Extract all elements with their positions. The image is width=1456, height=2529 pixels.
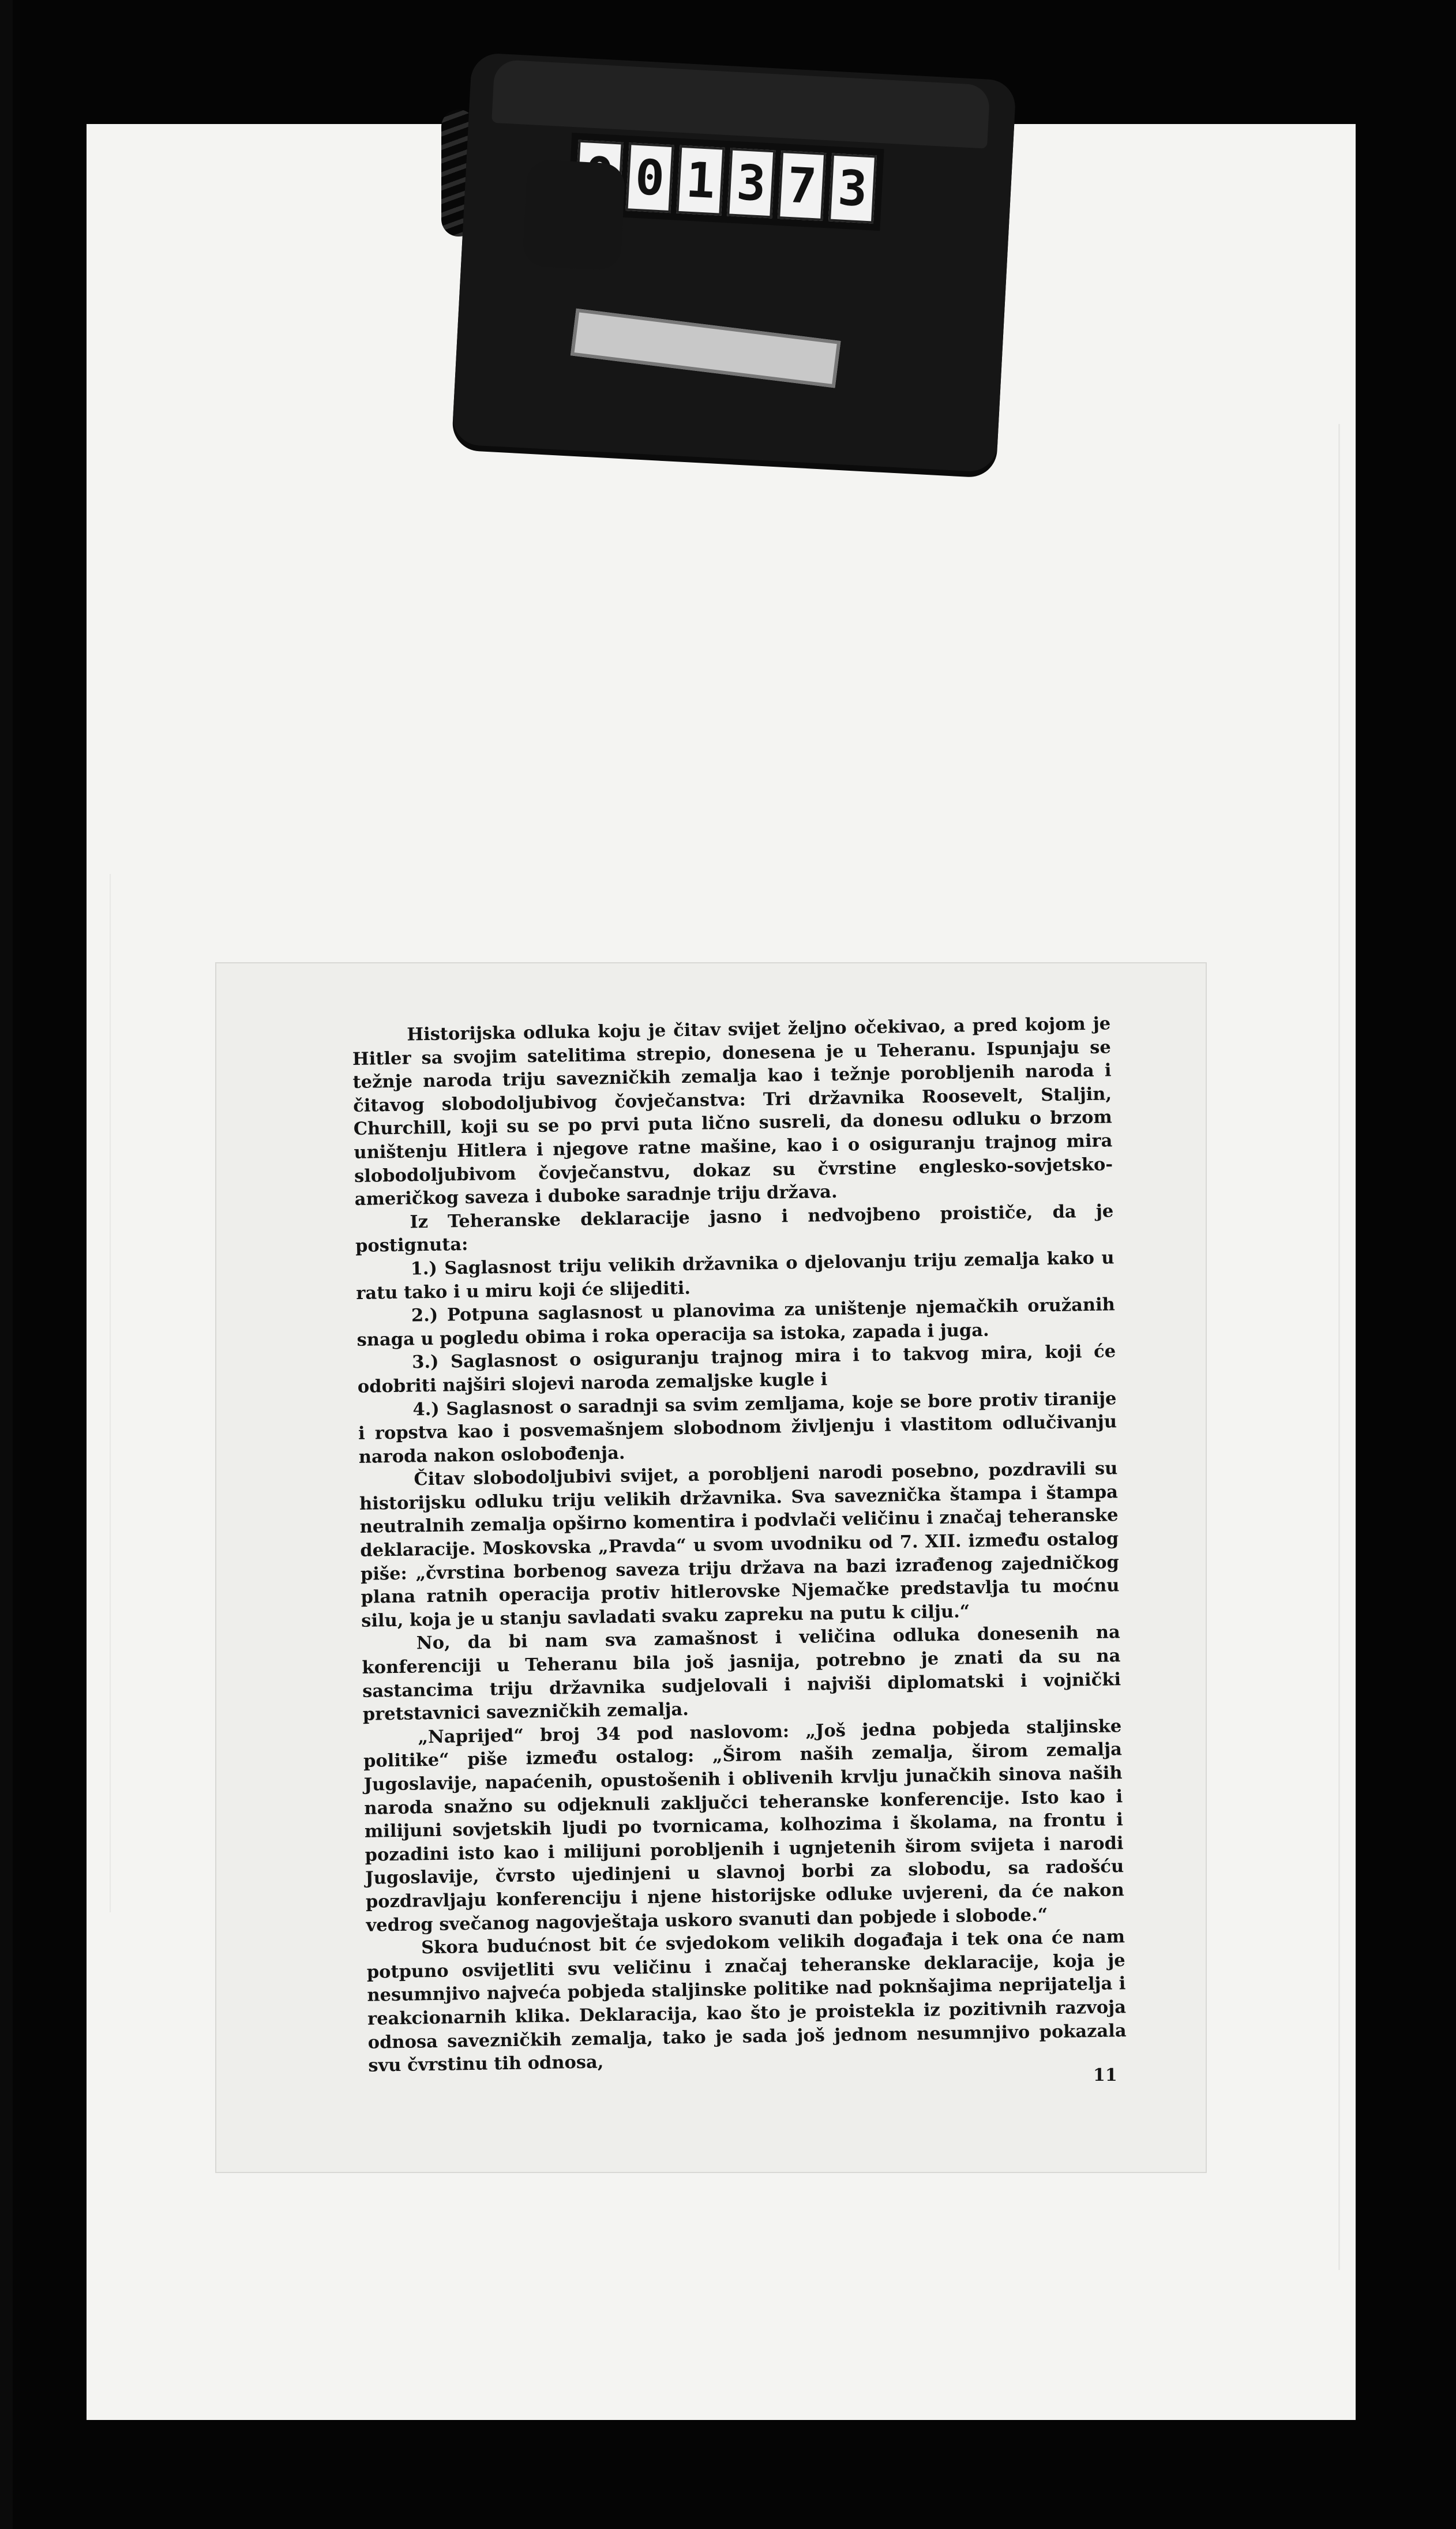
- printed-page: [216, 963, 1206, 2172]
- paragraph: „Naprijed“ broj 34 pod naslovom: „Još jedna pobjeda staljinske politike“ piše između ostalog: „Širom naših zemalja, širom zemalja Jugoslavije, napaćenih, opustošenih i oblivenih krvlju junačkih sinova naših naroda snažno su odjeknuli zaključci teheranske konferencije. Isto kao i milijuni sovjetskih ljudi po tvornicama, kolhozima i školama, na frontu i pozadini isto kao i milijuni porobljenih i ugnjetenih širom svijeta i narodi Jugoslavije, čvrsto ujedinjeni u slavnoj borbi za slobodu, sa radošću pozdravljaju konferenciju i njene historijske odluke uvjereni, da će nakon vedrog svečanog nagovještaja uskoro svanuti dan pobjede i slobode.“: [363, 1716, 1125, 1936]
- counter-digit: 7: [778, 151, 826, 221]
- film-border: [0, 0, 13, 2529]
- list-item: 3.) Saglasnost o osiguranju trajnog mira i to takvog mira, koji će odobriti najširi slojevi naroda zemaljske kugle i: [357, 1341, 1116, 1397]
- counter-digit: 1: [676, 145, 725, 216]
- page-body-text: [352, 1012, 1127, 2077]
- counter-digit: 0: [625, 142, 674, 213]
- counter-knob: [522, 159, 625, 271]
- list-item: 1.) Saglasnost triju velikih državnika o djelovanju triju zemalja kako u ratu tako i u miru koji će slijediti.: [356, 1247, 1114, 1304]
- list-item: 4.) Saglasnost o saradnji sa svim zemljama, koje se bore protiv tiranije i ropstva kao i posvemašnjem slobodnom življenju i vlastitom odlučivanju naroda nakon oslobođenja.: [358, 1387, 1117, 1468]
- paragraph: Skora budućnost bit će svjedokom velikih događaja i tek ona će nam potpuno osvijetliti svu veličinu i značaj teheranske deklaracije, koja je nesumnjivo najveća pobjeda staljinske politike nad poknšajima neprijatelja i reakcionarnih klika. Deklaracija, kao što je proistekla iz pozitivnih razvoja odnosa savezničkih zemalja, tako je sada još jednom nesumnjivo pokazala svu čvrstinu tih odnosa,: [366, 1926, 1127, 2076]
- film-scratch: [110, 874, 111, 1912]
- list-item: 2.) Potpuna saglasnost u planovima za uništenje njemačkih oružanih snaga u pogledu obima i roka operacija sa istoka, zapada i juga.: [357, 1294, 1116, 1350]
- counter-nameplate: [571, 309, 841, 388]
- film-scratch: [1338, 424, 1340, 2270]
- paragraph: Čitav slobodoljubivi svijet, a porobljeni narodi posebno, pozdravili su historijsku odluku triju velikih državnika. Sva saveznička štampa i štampa neutralnih zemalja opširno komentira i podvlači veličinu i značaj teheranske deklaracije. Moskovska „Pravda“ u svom uvodniku od 7. XII. između ostalog piše: „čvrstina borbenog saveza triju država na bazi izrađenog zajedničkog plana ratnih operacija protiv hitlerovske Njemačke predstavlja tu moćnu silu, koja je u stanju savladati svaku zapreku na putu k cilju.“: [359, 1458, 1120, 1631]
- counter-digit: 3: [727, 148, 775, 218]
- paragraph: Iz Teheranske deklaracije jasno i nedvojbeno proističe, da je postignuta:: [355, 1200, 1114, 1257]
- counter-digit: 3: [828, 153, 877, 224]
- page-number: 11: [1093, 2065, 1117, 2085]
- paragraph: No, da bi nam sva zamašnost i veličina odluka donesenih na konferenciji u Teheranu bila još jasnija, potrebno je znati da su na sastancima triju državnika sudjelovali i najviši diplomatski i vojnički pretstavnici savezničkih zemalja.: [362, 1622, 1121, 1725]
- paragraph: Historijska odluka koju je čitav svijet željno očekivao, a pred kojom je Hitler sa svojim satelitima strepio, donesena je u Teheranu. Ispunjaju se težnje naroda triju savezničkih zemalja kao i težnje porobljenih naroda i čitavog slobodoljubivog čovječanstva: Tri državnika Roosevelt, Staljin, Churchill, koji su se po prvi puta lično susreli, da donesu odluku o brzom uništenju Hitlera i njegove ratne mašine, kao i o osiguranju trajnog mira slobodoljubivom čovječanstvu, dokaz su čvrstine englesko-sovjetsko-američkog saveza i duboke saradnje triju država.: [352, 1013, 1113, 1210]
- counter-housing-top: [491, 59, 990, 149]
